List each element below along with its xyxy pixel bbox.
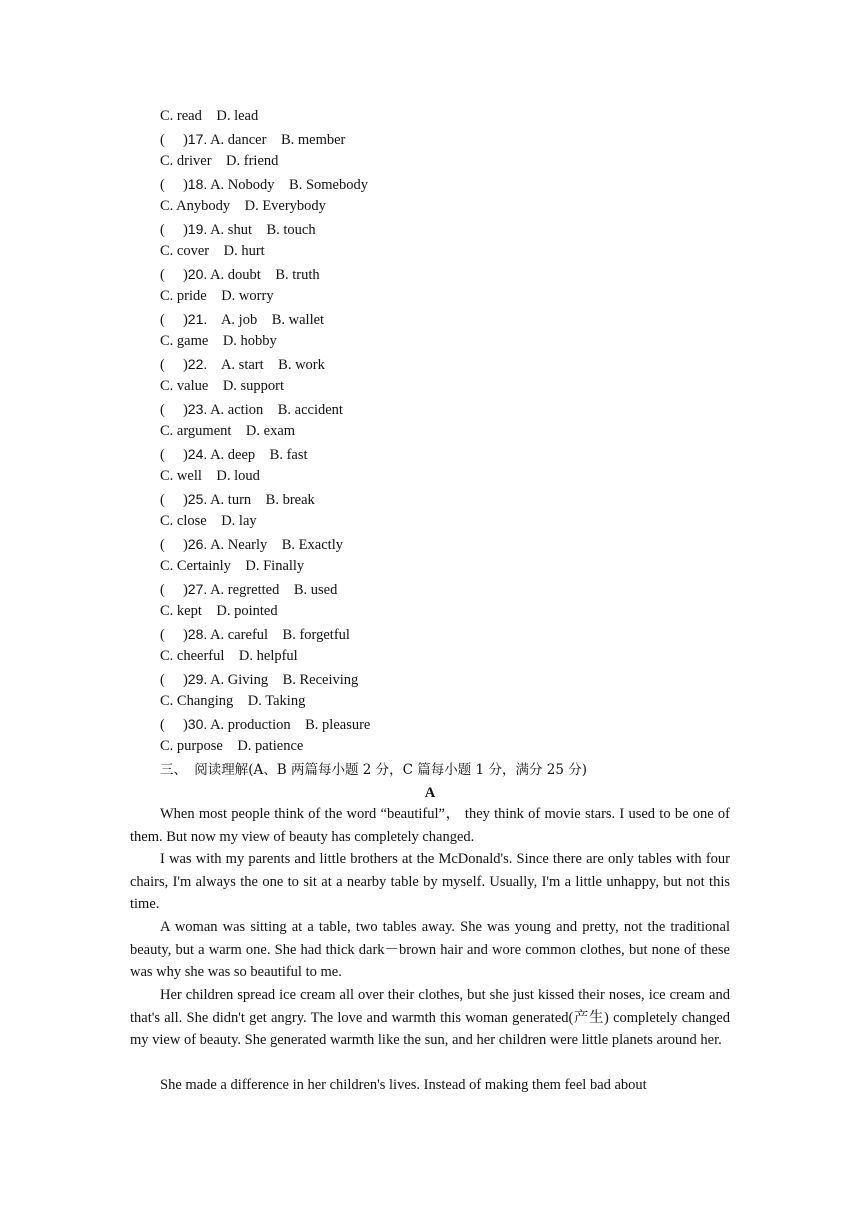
option-text: C. argument D. exam <box>160 423 296 439</box>
answer-blank: ( ) <box>160 671 188 688</box>
question-number: 18. <box>187 175 208 192</box>
paragraph: Her children spread ice cream all over their clothes, but she just kissed their noses, ice cream and that's all. She didn't get angry. The love and warmth this woman generated(产生) completely changed my view of beauty. She generated warmth like the sun, and her children were little planets around her. <box>130 987 730 1048</box>
question-number: 29. <box>187 670 208 687</box>
option-text: C. value D. support <box>160 378 285 394</box>
option-line <box>160 511 257 531</box>
option-line <box>160 376 284 396</box>
option-text: C. cheerful D. helpful <box>160 648 298 664</box>
option-line <box>160 421 295 441</box>
option-text: C. driver D. friend <box>160 153 279 169</box>
option-line <box>160 286 274 306</box>
option-text: A. deep B. fast <box>207 446 308 463</box>
option-line <box>160 196 326 216</box>
question-line <box>160 264 320 285</box>
answer-blank: ( ) <box>160 131 188 148</box>
question-number: 30. <box>187 715 208 732</box>
answer-blank: ( ) <box>160 716 188 733</box>
option-text: C. well D. loud <box>160 468 260 484</box>
option-line <box>160 646 298 666</box>
option-text: C. cover D. hurt <box>160 243 265 259</box>
paragraph: When most people think of the word “beautiful”， they think of movie stars. I used to be one of them. But now my view of beauty has completely changed. <box>130 806 730 845</box>
answer-blank: ( ) <box>160 311 188 328</box>
answer-blank: ( ) <box>160 491 188 508</box>
section-heading <box>160 760 587 780</box>
option-text: C. pride D. worry <box>160 288 274 304</box>
question-number: 24. <box>187 445 208 462</box>
option-text: A. Giving B. Receiving <box>207 671 359 688</box>
question-line <box>160 444 308 465</box>
option-line <box>160 556 304 576</box>
option-text: A. shut B. touch <box>207 221 316 238</box>
question-line <box>160 489 315 510</box>
option-line <box>160 601 278 621</box>
option-text: A. job B. wallet <box>207 311 325 328</box>
option-text: A. careful B. forgetful <box>207 626 350 643</box>
option-text: A. Nearly B. Exactly <box>207 536 343 553</box>
question-line <box>160 354 325 375</box>
answer-blank: ( ) <box>160 266 188 283</box>
section-numeral: 三、 <box>160 762 187 778</box>
option-text: A. dancer B. member <box>207 131 346 148</box>
option-text: C. purpose D. patience <box>160 738 304 754</box>
question-number: 28. <box>187 625 208 642</box>
option-text: A. start B. work <box>207 356 325 373</box>
answer-blank: ( ) <box>160 581 188 598</box>
answer-blank: ( ) <box>160 626 188 643</box>
question-line <box>160 624 350 645</box>
option-text: A. production B. pleasure <box>207 716 371 733</box>
option-line <box>160 151 278 171</box>
question-line <box>160 534 343 555</box>
question-number: 23. <box>187 400 208 417</box>
option-text: C. game D. hobby <box>160 333 277 349</box>
option-line <box>160 736 303 756</box>
section-title: 阅读理解(A、B 两篇每小题 2 分，C 篇每小题 1 分，满分 25 分) <box>194 762 587 778</box>
question-number: 26. <box>187 535 208 552</box>
question-number: 19. <box>187 220 208 237</box>
option-text: C. Anybody D. Everybody <box>160 198 326 214</box>
question-line <box>160 129 345 150</box>
question-line <box>160 714 370 735</box>
question-number: 27. <box>187 580 208 597</box>
option-text: A. turn B. break <box>207 491 315 508</box>
option-text: A. regretted B. used <box>207 581 338 598</box>
option-text: C. close D. lay <box>160 513 257 529</box>
passage-title: A <box>424 785 436 801</box>
question-line <box>160 309 324 330</box>
option-text: A. doubt B. truth <box>207 266 320 283</box>
question-line <box>160 669 358 690</box>
option-text: C. Changing D. Taking <box>160 693 306 709</box>
option-text: C. kept D. pointed <box>160 603 278 619</box>
answer-blank: ( ) <box>160 356 188 373</box>
answer-blank: ( ) <box>160 401 188 418</box>
question-line <box>160 579 337 600</box>
option-text: A. action B. accident <box>207 401 343 418</box>
paragraph: She made a difference in her children's lives. Instead of making them feel bad about <box>160 1077 647 1093</box>
option-text: C. Certainly D. Finally <box>160 558 305 574</box>
option-line <box>160 106 258 126</box>
option-line <box>160 331 277 351</box>
question-number: 25. <box>187 490 208 507</box>
question-line <box>160 174 368 195</box>
option-text: C. read D. lead <box>160 108 259 124</box>
answer-blank: ( ) <box>160 536 188 553</box>
option-line <box>160 466 260 486</box>
option-line <box>160 241 265 261</box>
question-line <box>160 399 343 420</box>
question-line <box>160 219 316 240</box>
question-number: 20. <box>187 265 208 282</box>
paragraph: A woman was sitting at a table, two tables away. She was young and pretty, not the traditional beauty, but a warm one. She had thick dark－brown hair and wore common clothes, but none of these was why she was so beautiful to me. <box>130 919 730 980</box>
option-line <box>160 691 305 711</box>
paragraph: I was with my parents and little brothers at the McDonald's. Since there are only tables with four chairs, I'm always the one to sit at a nearby table by myself. Usually, I'm a little unhappy, but not this time. <box>130 851 730 912</box>
question-number: 22. <box>187 355 208 372</box>
answer-blank: ( ) <box>160 221 188 238</box>
answer-blank: ( ) <box>160 176 188 193</box>
question-number: 21. <box>187 310 208 327</box>
question-number: 17. <box>187 130 208 147</box>
answer-blank: ( ) <box>160 446 188 463</box>
option-text: A. Nobody B. Somebody <box>207 176 368 193</box>
